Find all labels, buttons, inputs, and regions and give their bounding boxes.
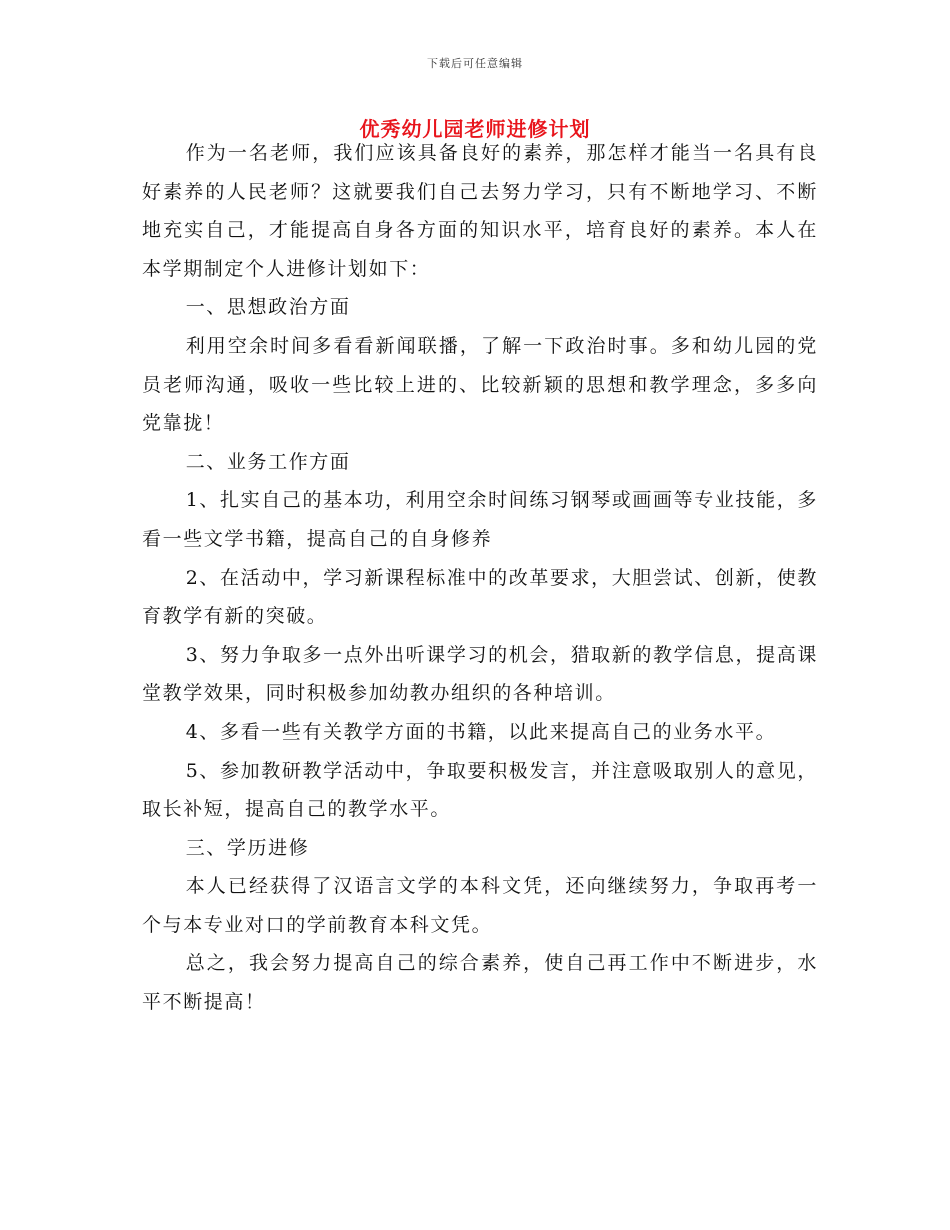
document-body [142,134,818,1022]
document-title: 优秀幼儿园老师进修计划 [359,117,591,141]
paragraph-conclusion: 总之，我会努力提高自己的综合素养，使自己再工作中不断进步，水平不断提高！ [142,952,818,1014]
paragraph-education: 本人已经获得了汉语言文学的本科文凭，还向继续努力，争取再考一个与本专业对口的学前教育本科文凭。 [142,875,818,936]
paragraph-work-4: 4、多看一些有关教学方面的书籍，以此来提高自己的业务水平。 [185,720,777,743]
paragraph-ideology: 利用空余时间多看看新闻联播，了解一下政治时事。多和幼儿园的党员老师沟通，吸收一些比较上进的、比较新颖的思想和教学理念，多多向党靠拢！ [142,334,818,435]
header-note: 下载后可任意编辑 [427,57,523,70]
paragraph-work-1: 1、扎实自己的基本功，利用空余时间练习钢琴或画画等专业技能，多看一些文学书籍，提高自己的自身修养 [142,489,818,550]
paragraph-work-2: 2、在活动中，学习新课程标准中的改革要求，大胆尝试、创新，使教育教学有新的突破。 [142,566,818,628]
section-heading-work: 二、业务工作方面 [185,450,351,473]
section-heading-education: 三、学历进修 [185,836,310,859]
paragraph-work-5: 5、参加教研教学活动中，争取要积极发言，并注意吸取别人的意见，取长补短，提高自己的教学水平。 [142,759,818,821]
section-heading-ideology: 一、思想政治方面 [185,296,351,319]
paragraph-work-3: 3、努力争取多一点外出听课学习的机会，猎取新的教学信息，提高课堂教学效果，同时积极参加幼教办组织的各种培训。 [142,643,818,705]
paragraph-intro: 作为一名老师，我们应该具备良好的素养，那怎样才能当一名具有良好素养的人民老师？这就要我们自己去努力学习，只有不断地学习、不断地充实自己，才能提高自身各方面的知识水平，培育良好的素养。本人在本学期制定个人进修计划如下： [142,142,818,280]
